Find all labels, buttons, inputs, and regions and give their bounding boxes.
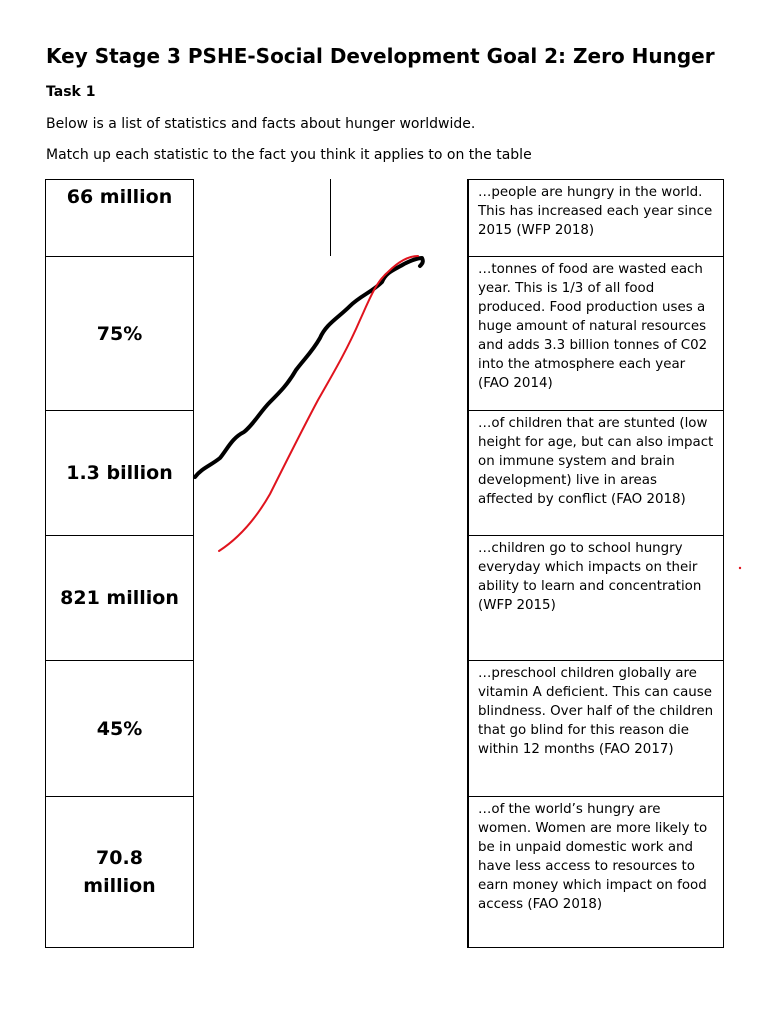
instruction-text: Match up each statistic to the fact you think it applies to on the table (46, 147, 532, 163)
fact-text: …children go to school hungry everyday which impacts on their ability to learn and concentration (WFP 2015) (478, 541, 702, 613)
task-heading: Task 1 (46, 84, 96, 100)
stat-value: 1.3 billion (66, 462, 173, 484)
fact-text: …of the world’s hungry are women. Women are more likely to be in unpaid domestic work and have less access to resources to earn money which impact on food access (FAO 2018) (478, 802, 708, 912)
page-title: Key Stage 3 PSHE-Social Development Goal 2: Zero Hunger (46, 44, 715, 68)
stat-value: 821 million (60, 587, 179, 609)
fact-text: …people are hungry in the world. This has increased each year since 2015 (WFP 2018) (478, 185, 713, 238)
stat-value: 70.8 million (83, 847, 156, 897)
fact-text: …tonnes of food are wasted each year. This is 1/3 of all food produced. Food production uses a huge amount of natural resources and adds 3.3 billion tonnes of C02 into the atmosphere each year (FAO 2014) (478, 262, 708, 391)
stat-value: 66 million (66, 186, 173, 208)
stat-value: 45% (96, 717, 143, 740)
red-dot (739, 567, 741, 569)
red-match-line[interactable] (219, 256, 418, 551)
intro-text: Below is a list of statistics and facts about hunger worldwide. (46, 116, 476, 132)
fact-text: …of children that are stunted (low height for age, but can also impact on immune system and brain development) live in areas affected by conflict (FAO 2018) (478, 416, 714, 507)
black-match-line[interactable] (195, 258, 423, 477)
fact-text: …preschool children globally are vitamin A deficient. This can cause blindness. Over half of the children that go blind for this reason die within 12 months (FAO 2017) (478, 666, 714, 757)
stat-value: 75% (96, 322, 143, 345)
